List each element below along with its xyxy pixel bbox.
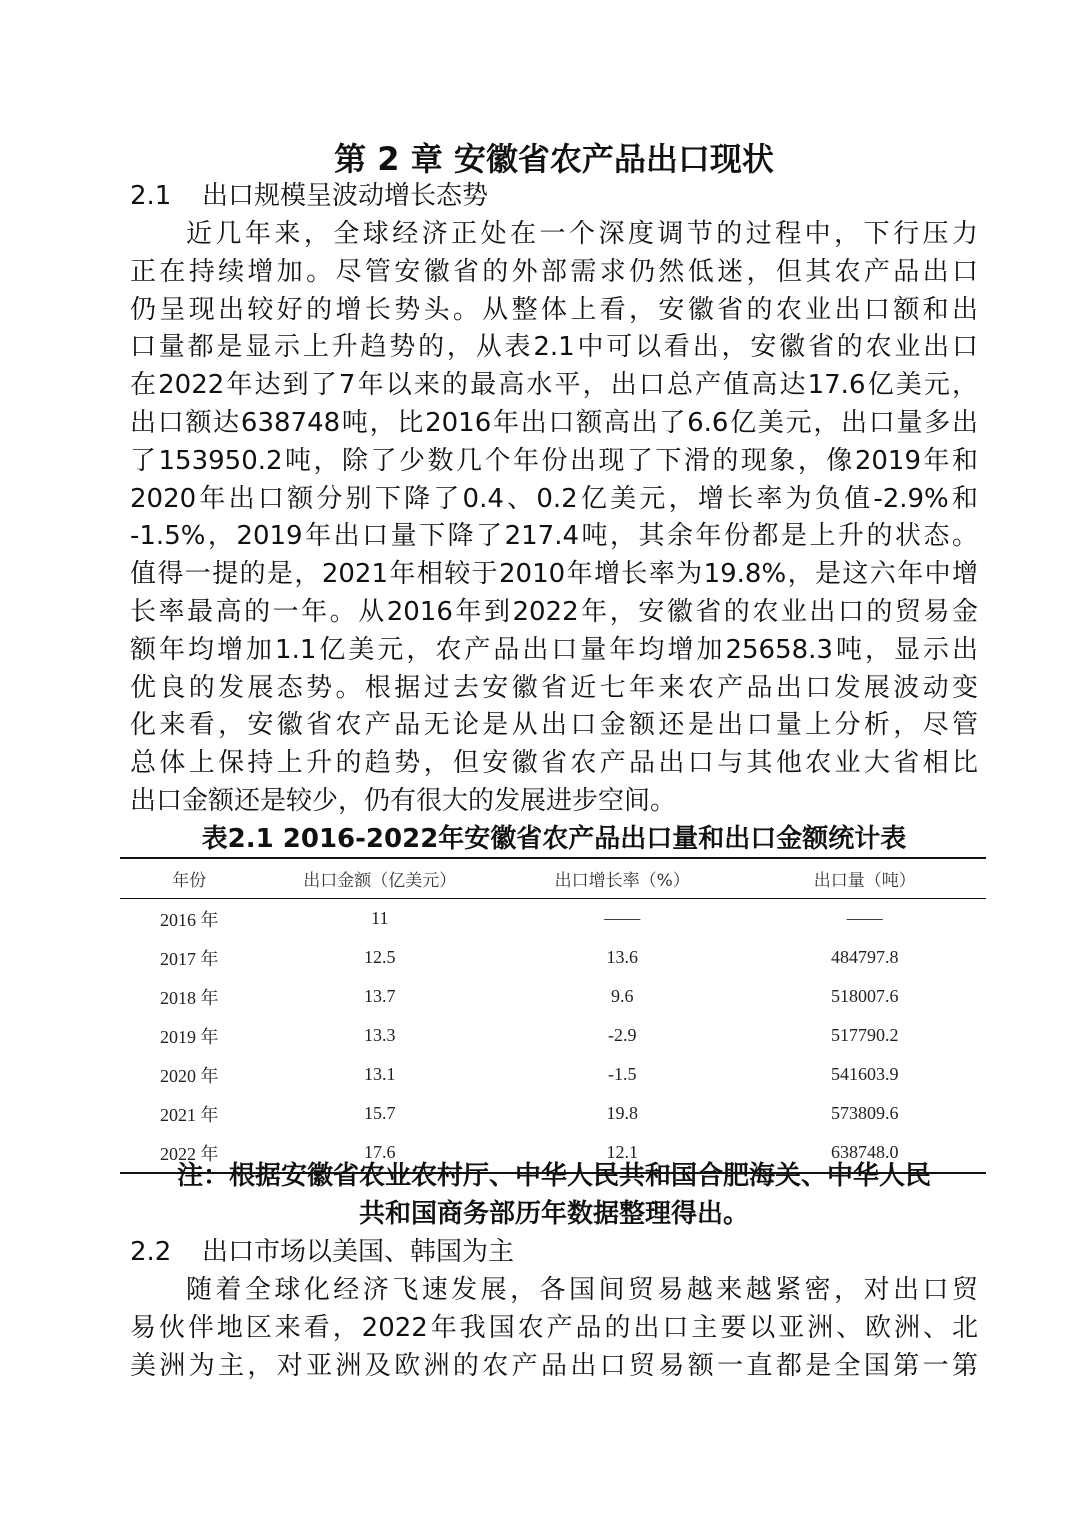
export-statistics-table: [120, 857, 986, 1174]
table-caption: 表2.1 2016-2022年安徽省农产品出口量和出口金额统计表: [201, 824, 907, 854]
chapter-title: 第 2 章 安徽省农产品出口现状: [334, 140, 774, 178]
text-line: 出口额达638748吨，比2016年出口额高出了6.6亿美元，出口量多出: [130, 408, 978, 438]
table-cell: 13.3: [364, 1025, 396, 1045]
text-line: 出口金额还是较少，仍有很大的发展进步空间。: [130, 786, 677, 816]
table-cell: 2022 年: [160, 1143, 219, 1164]
table-cell: 9.6: [611, 986, 634, 1006]
table-cell: 17.6: [364, 1142, 396, 1162]
table-cell: 13.6: [606, 947, 638, 967]
table-cell: 11: [371, 908, 389, 928]
table-cell: 13.7: [364, 986, 396, 1006]
column-header: 出口增长率（%）: [501, 858, 743, 899]
column-header: 年份: [120, 858, 259, 899]
table-row: [120, 938, 986, 977]
table-cell: 2021 年: [160, 1104, 219, 1125]
text-line: 值得一提的是，2021年相较于2010年增长率为19.8%，是这六年中增: [130, 559, 978, 590]
table-row: [120, 977, 986, 1016]
table-cell: -2.9: [608, 1025, 637, 1045]
table-cell: 15.7: [364, 1103, 396, 1123]
text-line: 在2022年达到了7年以来的最高水平，出口总产值高达17.6亿美元，: [130, 370, 978, 401]
text-line: 额年均增加1.1亿美元，农产品出口量年均增加25658.3吨，显示出: [130, 634, 978, 665]
table-note-line-1: 注：根据安徽省农业农村厅、中华人民共和国合肥海关、中华人民: [176, 1161, 931, 1191]
table-cell: 2019 年: [160, 1026, 219, 1047]
text-line: 美洲为主，对亚洲及欧洲的农产品出口贸易额一直都是全国第一第: [130, 1350, 978, 1381]
text-line: 随着全球化经济飞速发展，各国间贸易越来越紧密，对出口贸: [186, 1275, 978, 1305]
table-cell: 638748.0: [830, 1142, 899, 1162]
table-cell: 518007.6: [830, 986, 899, 1006]
table-cell: 541603.9: [830, 1064, 899, 1084]
table-cell: 2020 年: [160, 1065, 219, 1086]
table-cell: 517790.2: [830, 1025, 899, 1045]
text-line: 长率最高的一年。从2016年到2022年，安徽省的农业出口的贸易金: [130, 597, 978, 627]
text-line: 正在持续增加。尽管安徽省的外部需求仍然低迷，但其农产品出口: [130, 256, 978, 287]
section-title: 出口市场以美国、韩国为主: [202, 1237, 515, 1267]
table-cell: 484797.8: [830, 947, 899, 967]
table-cell: 2017 年: [160, 948, 219, 969]
table-cell: -1.5: [608, 1064, 637, 1084]
table-cell: 12.1: [606, 1142, 638, 1162]
text-line: -1.5%，2019年出口量下降了217.4吨，其余年份都是上升的状态。: [130, 521, 978, 552]
text-line: 易伙伴地区来看，2022年我国农产品的出口主要以亚洲、欧洲、北: [130, 1312, 978, 1343]
table-cell: 19.8: [606, 1103, 638, 1123]
table-cell: ——: [604, 908, 641, 928]
table-row: [120, 1055, 986, 1094]
table-row: [120, 899, 986, 939]
text-line: 总体上保持上升的趋势，但安徽省农产品出口与其他农业大省相比: [130, 748, 978, 779]
table-row: [120, 1016, 986, 1055]
section-number: 2.2: [130, 1237, 172, 1267]
table-cell: 2018 年: [160, 987, 219, 1008]
text-line: 近几年来，全球经济正处在一个深度调节的过程中，下行压力: [186, 219, 978, 249]
section-number: 2.1: [130, 181, 172, 211]
table-row: [120, 1094, 986, 1133]
text-line: 化来看，安徽省农产品无论是从出口金额还是出口量上分析，尽管: [130, 710, 978, 741]
table-cell: ——: [846, 908, 883, 928]
column-header: 出口金额（亿美元）: [259, 858, 501, 899]
text-line: 了153950.2吨，除了少数几个年份出现了下滑的现象，像2019年和: [130, 445, 978, 476]
section-heading-2-2: [130, 1233, 978, 1271]
table-cell: 13.1: [364, 1064, 396, 1084]
table-cell: 2016 年: [160, 909, 219, 930]
table-header-row: [120, 858, 986, 899]
table-cell: 573809.6: [830, 1103, 899, 1123]
table-cell: 12.5: [364, 947, 396, 967]
table-note-line-2: 共和国商务部历年数据整理得出。: [358, 1199, 749, 1229]
section-title: 出口规模呈波动增长态势: [202, 181, 489, 211]
section-heading-2-1: [130, 177, 978, 215]
text-line: 2020年出口额分别下降了0.4、0.2亿美元，增长率为负值-2.9%和: [130, 483, 978, 514]
text-line: 优良的发展态势。根据过去安徽省近七年来农产品出口发展波动变: [130, 672, 978, 703]
column-header: 出口量（吨）: [743, 858, 986, 899]
text-line: 仍呈现出较好的增长势头。从整体上看，安徽省的农业出口额和出: [130, 294, 978, 325]
text-line: 口量都是显示上升趋势的，从表2.1中可以看出，安徽省的农业出口: [130, 332, 978, 363]
